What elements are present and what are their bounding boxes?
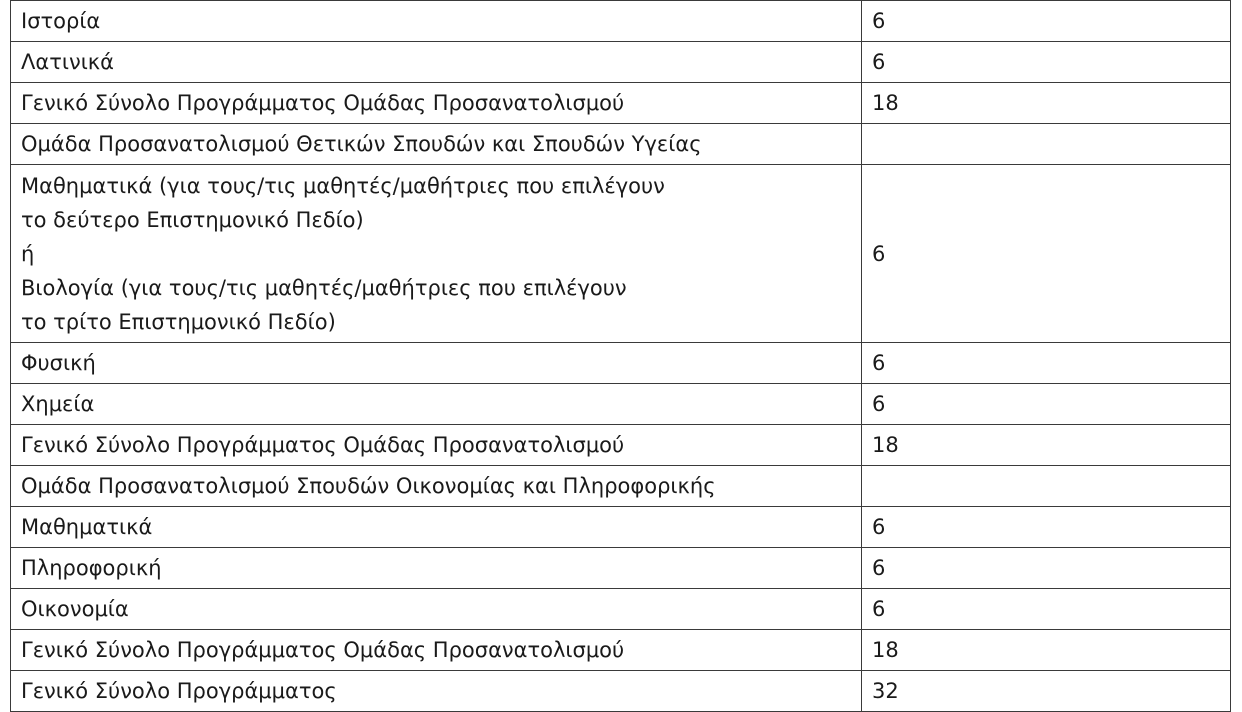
subject-cell: Χημεία <box>11 384 862 425</box>
subtotal-hours-cell: 18 <box>862 83 1231 124</box>
table-row <box>11 425 1231 466</box>
table-row <box>11 384 1231 425</box>
subtotal-label-cell: Γενικό Σύνολο Προγράμματος Ομάδας Προσανατολισμού <box>11 630 862 671</box>
hours-cell: 6 <box>862 384 1231 425</box>
subject-line: ή <box>21 241 35 266</box>
group-heading-cell: Ομάδα Προσανατολισμού Θετικών Σπουδών και Σπουδών Υγείας <box>11 124 862 165</box>
subtotal-label-cell: Γενικό Σύνολο Προγράμματος Ομάδας Προσανατολισμού <box>11 425 862 466</box>
subject-line: Βιολογία (για τους/τις μαθητές/μαθήτριες που επιλέγουν <box>21 275 627 300</box>
subject-cell: Οικονομία <box>11 589 862 630</box>
subject-cell: Ιστορία <box>11 1 862 42</box>
table-row <box>11 1 1231 42</box>
table-row <box>11 343 1231 384</box>
table-row <box>11 42 1231 83</box>
subject-cell-multiline <box>11 165 862 343</box>
grand-total-label-cell: Γενικό Σύνολο Προγράμματος <box>11 671 862 712</box>
table-row <box>11 630 1231 671</box>
subtotal-hours-cell: 18 <box>862 425 1231 466</box>
subject-line: το δεύτερο Επιστημονικό Πεδίο) <box>21 207 364 232</box>
subject-cell: Πληροφορική <box>11 548 862 589</box>
hours-cell <box>862 466 1231 507</box>
subtotal-label-cell: Γενικό Σύνολο Προγράμματος Ομάδας Προσανατολισμού <box>11 83 862 124</box>
table-row <box>11 589 1231 630</box>
subject-line: Μαθηματικά (για τους/τις μαθητές/μαθήτριες που επιλέγουν <box>21 173 665 198</box>
table-row <box>11 83 1231 124</box>
hours-cell: 6 <box>862 42 1231 83</box>
grand-total-hours-cell: 32 <box>862 671 1231 712</box>
table-row <box>11 165 1231 343</box>
hours-cell: 6 <box>862 507 1231 548</box>
table-row <box>11 466 1231 507</box>
group-heading-cell: Ομάδα Προσανατολισμού Σπουδών Οικονομίας και Πληροφορικής <box>11 466 862 507</box>
subtotal-hours-cell: 18 <box>862 630 1231 671</box>
table-row <box>11 548 1231 589</box>
hours-cell: 6 <box>862 548 1231 589</box>
curriculum-hours-table <box>10 0 1231 712</box>
hours-cell <box>862 124 1231 165</box>
hours-cell: 6 <box>862 1 1231 42</box>
table-row <box>11 507 1231 548</box>
table-row <box>11 671 1231 712</box>
subject-line: το τρίτο Επιστημονικό Πεδίο) <box>21 309 336 334</box>
subject-cell: Μαθηματικά <box>11 507 862 548</box>
table-row <box>11 124 1231 165</box>
document-page <box>10 0 1230 712</box>
hours-cell: 6 <box>862 165 1231 343</box>
subject-cell: Λατινικά <box>11 42 862 83</box>
hours-cell: 6 <box>862 343 1231 384</box>
subject-cell: Φυσική <box>11 343 862 384</box>
hours-cell: 6 <box>862 589 1231 630</box>
